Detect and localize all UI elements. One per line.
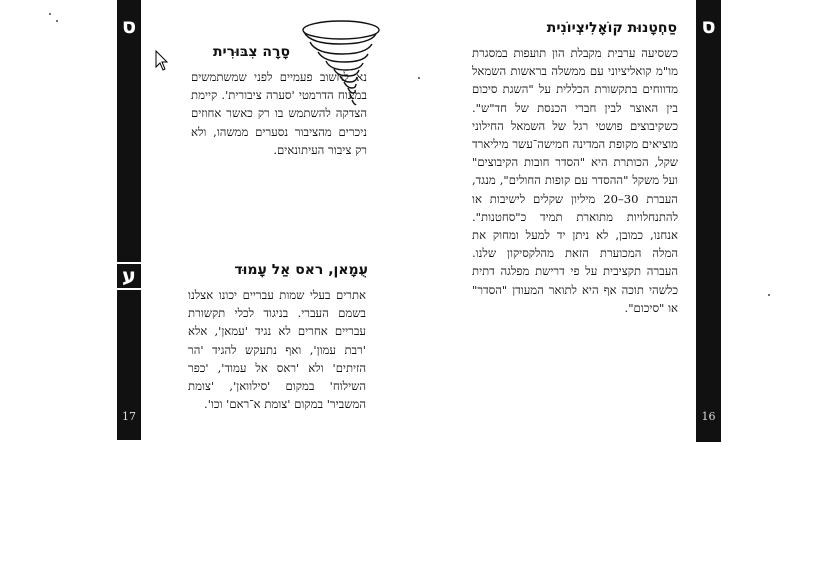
section-body-text: כשסיעה ערבית מקבלת הון תועפות במסגרת מו"מ קואליציוני עם ממשלה בראשות השמאל מדווחים בתקשורת הכללית על "השגת סיכום בין האוצר לבין חברי הכנסת של חד"ש". כשקיבוצים פושטי רגל של השמאל החילוני מוציאים מקופת המדינה חמישה־עשר מיליארד שקל, הכותרת היא "הסדר חובות הקיבוצים" ועל משקל "ההסדר עם קופות החולים", מנגד, העברת 30–20 מיליון שקלים לישיבות או להתנחלויות מתוארת תמיד כ"סחטנות". אנחנו, כמובן, לא ניתן יד למעל ומחוק את המלה המכוערת הזאת מהלקסיקון שלנו. העברה תקציבית על פי דרישת מפלגה דתית כלשהי תוכה אף היא לתואר המעודן "הסדר" או "סיכום". xyxy=(472,46,678,315)
left-page-edge-bar xyxy=(117,0,141,440)
section-body-text: אתרים בעלי שמות עבריים יכונו אצלנו בשמם העברי. בניגוד לכלי תקשורת עבריים אחרים לא נגיד 'עמאן', אלא 'רבת עמון', ואף נתעקש להגיד 'הר הזיתים' ולא 'ראס אל עמוד', 'כפר השילוח' במקום 'סילוואן', 'צומת המשביר' במקום 'צומת א־ראם' וכו'. xyxy=(188,288,366,412)
section-body-sachtanut xyxy=(472,44,678,317)
right-page-number: 16 xyxy=(701,410,716,423)
section-body-amman xyxy=(188,286,366,413)
scan-speck xyxy=(768,294,770,296)
left-bar-letter-top: ס xyxy=(121,14,137,38)
section-body-sara-tziburit xyxy=(191,68,367,159)
mouse-cursor-icon xyxy=(155,50,169,72)
right-bar-letter: ס xyxy=(701,14,716,38)
section-title-amman: עֻמָאן, ראס אַל עָמוּד xyxy=(234,262,368,278)
scan-speck xyxy=(418,77,420,79)
section-title-sara-tziburit: סָרָה צִבּוּרִית xyxy=(212,44,290,60)
right-page-edge-bar xyxy=(696,0,721,442)
left-bar-letter-tab: ע xyxy=(117,262,141,290)
scan-speck xyxy=(49,13,51,15)
scan-speck xyxy=(56,20,58,22)
left-page-number: 17 xyxy=(122,410,136,423)
section-body-text: נא לחשוב פעמיים לפני שמשתמשים במינוח הדרמטי 'סערה ציבורית'. קיימת הצדקה להשתמש בו רק כאשר אחוזים ניכרים מהציבור נסערים ממשהו, ולא רק ציבור העיתונאים. xyxy=(191,70,367,157)
section-title-sachtanut: סַחְטָנוּת קוֹאָלִיצְיוֹנִית xyxy=(546,20,677,36)
